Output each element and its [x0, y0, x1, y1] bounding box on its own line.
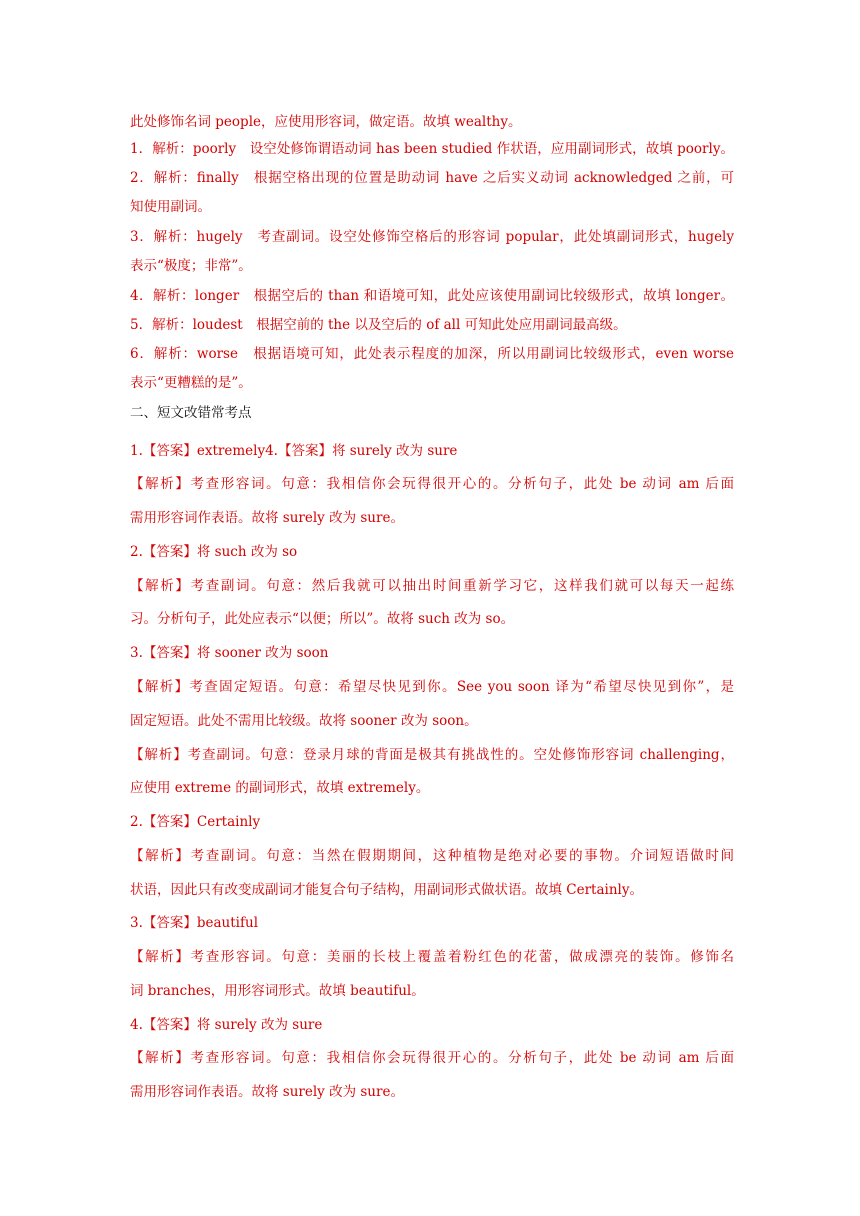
analysis-line: 需用形容词作表语。故将 surely 改为 sure。	[130, 510, 404, 526]
analysis-line: 【解析】考查形容词。句意：我相信你会玩得很开心的。分析句子，此处 be 动词 am 后面	[130, 476, 734, 492]
analysis-line: 【解析】考查副词。句意：登录月球的背面是极其有挑战性的。空处修饰形容词 challenging，	[130, 747, 734, 763]
answer-line: 2.【答案】Certainly	[130, 814, 261, 830]
analysis-line: 习。分析句子，此处应表示“以便；所以”。故将 such 改为 so。	[130, 611, 515, 627]
paragraph-line: 此处修饰名词 people，应使用形容词，做定语。故填 wealthy。	[130, 114, 522, 130]
paragraph-line: 知使用副词。	[130, 199, 211, 215]
answer-line: 3.【答案】将 sooner 改为 soon	[130, 645, 329, 661]
answer-line: 4.【答案】将 surely 改为 sure	[130, 1017, 323, 1033]
analysis-line: 【解析】考查固定短语。句意：希望尽快见到你。See you soon 译为“希望尽快见到你”，是	[130, 679, 734, 695]
analysis-line: 应使用 extreme 的副词形式，故填 extremely。	[130, 780, 430, 796]
answer-line: 3.【答案】beautiful	[130, 915, 259, 931]
answer-line: 2．解析：finally 根据空格出现的位置是助动词 have 之后实义动词 acknowledged 之前，可	[130, 170, 734, 186]
analysis-line: 状语，因此只有改变成副词才能复合句子结构，用副词形式做状语。故填 Certainly。	[130, 882, 643, 898]
paragraph-line: 表示“更糟糕的是”。	[130, 375, 252, 391]
analysis-line: 【解析】考查形容词。句意：我相信你会玩得很开心的。分析句子，此处 be 动词 am 后面	[130, 1050, 734, 1066]
analysis-line: 【解析】考查形容词。句意：美丽的长枝上覆盖着粉红色的花蕾，做成漂亮的装饰。修饰名	[130, 949, 734, 965]
section-heading: 二、短文改错常考点	[130, 405, 252, 421]
answer-line: 2.【答案】将 such 改为 so	[130, 544, 298, 560]
paragraph-line: 表示“极度；非常”。	[130, 258, 252, 274]
answer-line: 1．解析：poorly 设空处修饰谓语动词 has been studied 作状语，应用副词形式，故填 poorly。	[130, 141, 734, 157]
analysis-line: 【解析】考查副词。句意：然后我就可以抽出时间重新学习它，这样我们就可以每天一起练	[130, 578, 734, 594]
analysis-line: 固定短语。此处不需用比较级。故将 sooner 改为 soon。	[130, 713, 478, 729]
analysis-line: 【解析】考查副词。句意：当然在假期期间，这种植物是绝对必要的事物。介词短语做时间	[130, 848, 734, 864]
analysis-line: 词 branches，用形容词形式。故填 beautiful。	[130, 983, 425, 999]
analysis-line: 需用形容词作表语。故将 surely 改为 sure。	[130, 1084, 404, 1100]
answer-line: 4．解析：longer 根据空后的 than 和语境可知，此处应该使用副词比较级形式，故填 longer。	[130, 288, 734, 304]
answer-line: 1.【答案】extremely4.【答案】将 surely 改为 sure	[130, 443, 458, 459]
answer-line: 6．解析：worse 根据语境可知，此处表示程度的加深，所以用副词比较级形式，even worse	[130, 346, 734, 362]
answer-line: 5．解析：loudest 根据空前的 the 以及空后的 of all 可知此处应用副词最高级。	[130, 317, 627, 333]
answer-line: 3．解析：hugely 考查副词。设空处修饰空格后的形容词 popular，此处填副词形式，hugely	[130, 229, 734, 245]
